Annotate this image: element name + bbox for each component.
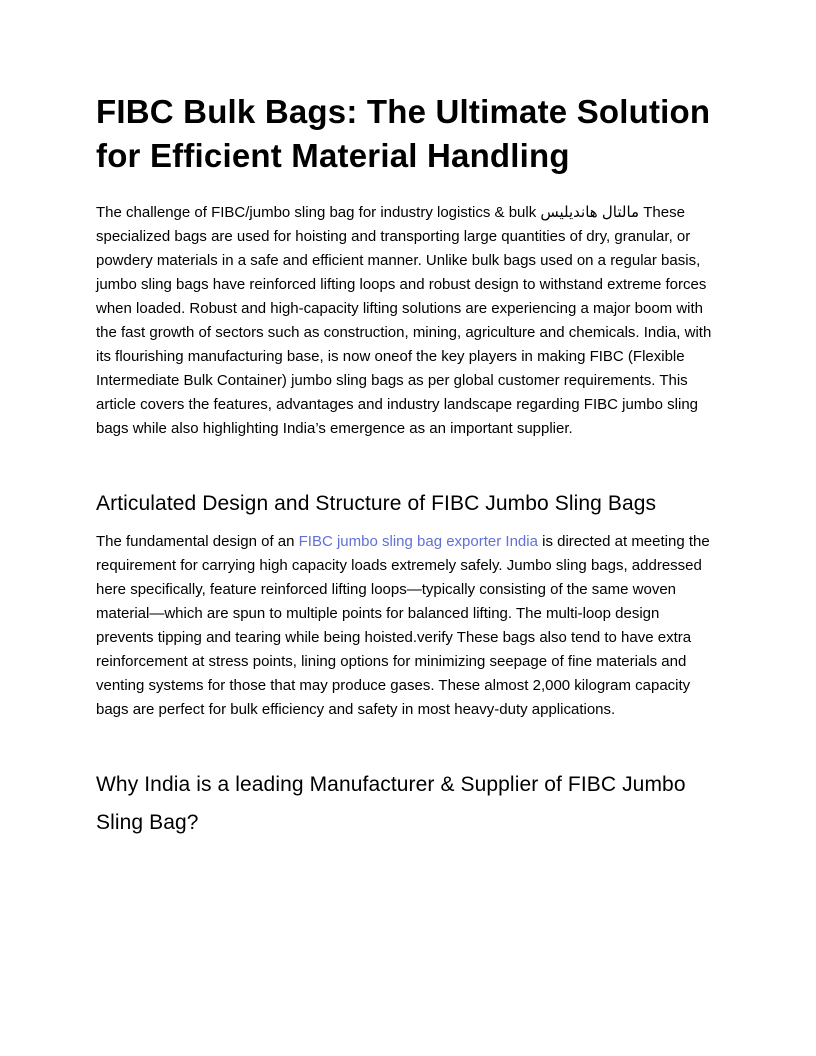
design-paragraph-after-link: is directed at meeting the requirement for carrying high capacity loads extremely safely. Jumbo sling bags, addressed here specifically, feature reinforced lifting loops—typically consisting of the same woven material—which are spun to multiple points for balanced lifting. The multi-loop design prevents tipping and tearing while being hoisted.verify These bags also tend to have extra reinforcement at stress points, lining options for minimizing seepage of fine materials and venting systems for those that may produce gases. These almost 2,000 kilogram capacity bags are perfect for bulk efficiency and safety in most heavy-duty applications. xyxy=(96,533,710,718)
design-paragraph xyxy=(96,530,720,722)
intro-paragraph: The challenge of FIBC/jumbo sling bag for industry logistics & bulk مالتال هانديليس These specialized bags are used for hoisting and transporting large quantities of dry, granular, or powdery materials in a safe and efficient manner. Unlike bulk bags used on a regular basis, jumbo sling bags have reinforced lifting loops and robust design to withstand extreme forces when loaded. Robust and high-capacity lifting solutions are experiencing a major boom with the fast growth of sectors such as construction, mining, agriculture and chemicals. India, with its flourishing manufacturing base, is now oneof the key players in making FIBC (Flexible Intermediate Bulk Container) jumbo sling bags as per global customer requirements. This article covers the features, advantages and industry landscape regarding FIBC jumbo sling bags while also highlighting India’s emergence as an important supplier. xyxy=(96,204,712,437)
section-heading-design-structure: Articulated Design and Structure of FIBC Jumbo Sling Bags xyxy=(96,492,657,515)
fibc-exporter-india-link[interactable]: FIBC jumbo sling bag exporter India xyxy=(298,533,538,550)
design-paragraph-before-link: The fundamental design of an xyxy=(96,533,299,550)
section-heading-why-india: Why India is a leading Manufacturer & Supplier of FIBC Jumbo Sling Bag? xyxy=(96,773,686,834)
doc-title: FIBC Bulk Bags: The Ultimate Solution for Efficient Material Handling xyxy=(96,93,711,174)
